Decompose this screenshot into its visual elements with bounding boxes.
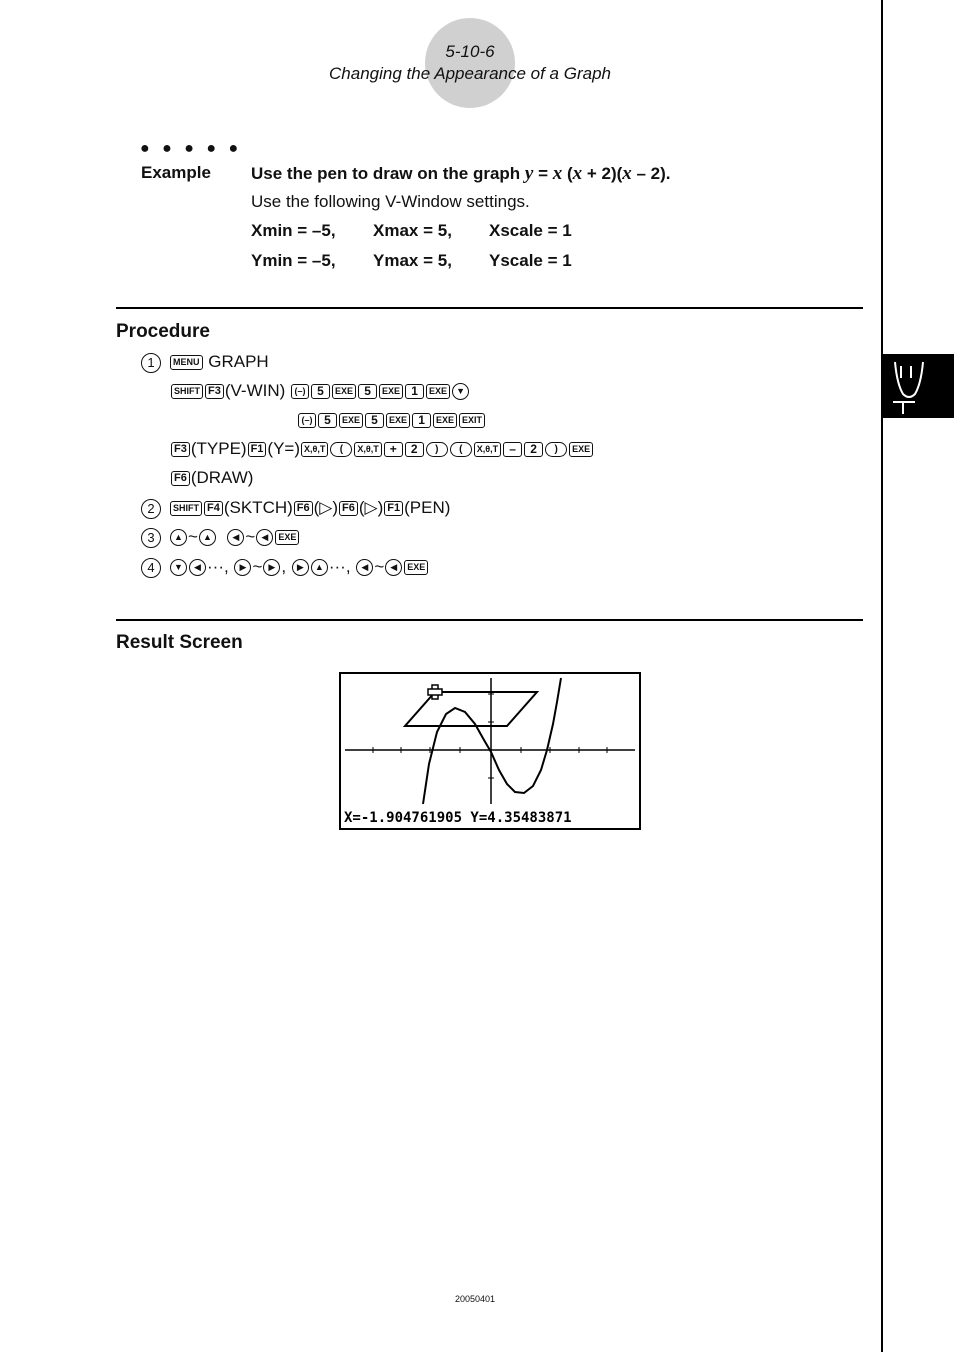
- ellipsis: ···,: [328, 557, 351, 576]
- graph-plot: [341, 674, 639, 828]
- plus-key: +: [384, 442, 403, 457]
- left-arrow-icon: ◀: [227, 529, 244, 546]
- xtheta-key: X,θ,T: [354, 442, 381, 457]
- xmax: Xmax = 5,: [373, 221, 452, 240]
- step-1-line-2: [170, 380, 470, 402]
- step-4-line: [141, 556, 429, 578]
- eq-x3: x: [622, 163, 632, 184]
- step-1-line-1: [141, 351, 269, 373]
- divider: [116, 307, 863, 309]
- example-label: Example: [141, 163, 211, 182]
- five-key: 5: [358, 384, 377, 399]
- two-key: 2: [524, 442, 543, 457]
- tilde: ~: [188, 527, 198, 546]
- type-label: (TYPE): [190, 439, 247, 458]
- exe-key: EXE: [379, 384, 403, 399]
- rparen-key: ): [545, 442, 567, 457]
- exe-key: EXE: [433, 413, 457, 428]
- left-arrow-icon: ◀: [356, 559, 373, 576]
- xscale: Xscale = 1: [489, 221, 572, 240]
- one-key: 1: [412, 413, 431, 428]
- f6-key: F6: [294, 501, 313, 516]
- xmin: Xmin = –5,: [251, 221, 336, 240]
- five-key: 5: [365, 413, 384, 428]
- settings-intro: Use the following V-Window settings.: [251, 192, 530, 211]
- eq-y: y: [524, 163, 534, 184]
- page-number-badge: [425, 18, 515, 108]
- f3-key: F3: [171, 442, 190, 457]
- next-label: (▷): [313, 498, 339, 517]
- graph-chapter-icon: [883, 354, 954, 418]
- margin-rule: [881, 0, 883, 1352]
- ellipsis: ···,: [207, 557, 229, 576]
- eq-equals: =: [533, 164, 553, 183]
- exe-key: EXE: [426, 384, 450, 399]
- left-arrow-icon: ◀: [385, 559, 402, 576]
- down-arrow-icon: ▼: [452, 383, 469, 400]
- pen-label: (PEN): [404, 498, 451, 517]
- comma: ,: [281, 557, 287, 576]
- page-number: 5-10-6: [445, 42, 495, 61]
- step-number: 1: [141, 353, 161, 373]
- left-arrow-icon: ◀: [256, 529, 273, 546]
- step-number: 3: [141, 528, 161, 548]
- task-text: Use the pen to draw on the graph: [251, 164, 525, 183]
- tilde: ~: [245, 527, 256, 546]
- eq-p1: (: [562, 164, 573, 183]
- five-key: 5: [318, 413, 337, 428]
- exe-key: EXE: [569, 442, 593, 457]
- f6-key: F6: [339, 501, 358, 516]
- yscale: Yscale = 1: [489, 251, 572, 270]
- chapter-tab: [883, 354, 954, 418]
- footer-code: 20050401: [454, 1294, 496, 1304]
- up-arrow-icon: ▲: [170, 529, 187, 546]
- step-3-line: [141, 526, 300, 548]
- left-arrow-icon: ◀: [189, 559, 206, 576]
- menu-key: MENU: [170, 355, 203, 370]
- result-heading: Result Screen: [116, 632, 243, 653]
- sktch-label: (SKTCH): [223, 498, 293, 517]
- step-1-line-5: [170, 467, 253, 489]
- shift-key: SHIFT: [170, 501, 202, 516]
- step-number: 2: [141, 499, 161, 519]
- exit-key: EXIT: [459, 413, 485, 428]
- eq-x2: x: [572, 163, 583, 184]
- exe-key: EXE: [275, 530, 299, 545]
- procedure-heading: Procedure: [116, 321, 210, 342]
- eq-p3: – 2).: [631, 164, 671, 183]
- step-2-line: [141, 497, 450, 519]
- eq-p2: + 2)(: [582, 164, 623, 183]
- step-1-line-4: [170, 438, 594, 460]
- exe-key: EXE: [386, 413, 410, 428]
- exe-key: EXE: [404, 560, 428, 575]
- mode-name: GRAPH: [208, 352, 269, 371]
- f1-key: F1: [384, 501, 403, 516]
- neg-key: (–): [298, 413, 316, 428]
- two-key: 2: [405, 442, 424, 457]
- eq-x1: x: [552, 163, 563, 184]
- up-arrow-icon: ▲: [199, 529, 216, 546]
- up-arrow-icon: ▲: [311, 559, 328, 576]
- yeq-label: (Y=): [267, 439, 301, 458]
- step-1-line-3: [297, 409, 486, 431]
- next-label: (▷): [358, 498, 384, 517]
- step-number: 4: [141, 558, 161, 578]
- f3-key: F3: [205, 384, 224, 399]
- example-dots: ● ● ● ● ●: [140, 140, 243, 157]
- xtheta-key: X,θ,T: [301, 442, 328, 457]
- exe-key: EXE: [332, 384, 356, 399]
- f6-key: F6: [171, 471, 190, 486]
- one-key: 1: [405, 384, 424, 399]
- ymax: Ymax = 5,: [373, 251, 452, 270]
- minus-key: –: [503, 442, 522, 457]
- ymin: Ymin = –5,: [251, 251, 336, 270]
- neg-key: (–): [291, 384, 309, 399]
- tilde: ~: [374, 557, 385, 576]
- xtheta-key: X,θ,T: [474, 442, 501, 457]
- exe-key: EXE: [339, 413, 363, 428]
- f4-key: F4: [204, 501, 223, 516]
- right-arrow-icon: ▶: [292, 559, 309, 576]
- tilde: ~: [252, 557, 263, 576]
- page-title: Changing the Appearance of a Graph: [329, 64, 611, 83]
- down-arrow-icon: ▼: [170, 559, 187, 576]
- lparen-key: (: [450, 442, 472, 457]
- example-task: [251, 163, 671, 185]
- five-key: 5: [311, 384, 330, 399]
- rparen-key: ): [426, 442, 448, 457]
- f1-key: F1: [248, 442, 267, 457]
- lparen-key: (: [330, 442, 352, 457]
- divider: [116, 619, 863, 621]
- vwin-label: (V-WIN): [224, 381, 286, 400]
- screen-status: X=-1.904761905 Y=4.35483871: [344, 810, 572, 826]
- shift-key: SHIFT: [171, 384, 203, 399]
- right-arrow-icon: ▶: [263, 559, 280, 576]
- calculator-screen: [339, 672, 641, 830]
- draw-label: (DRAW): [190, 468, 254, 487]
- right-arrow-icon: ▶: [234, 559, 251, 576]
